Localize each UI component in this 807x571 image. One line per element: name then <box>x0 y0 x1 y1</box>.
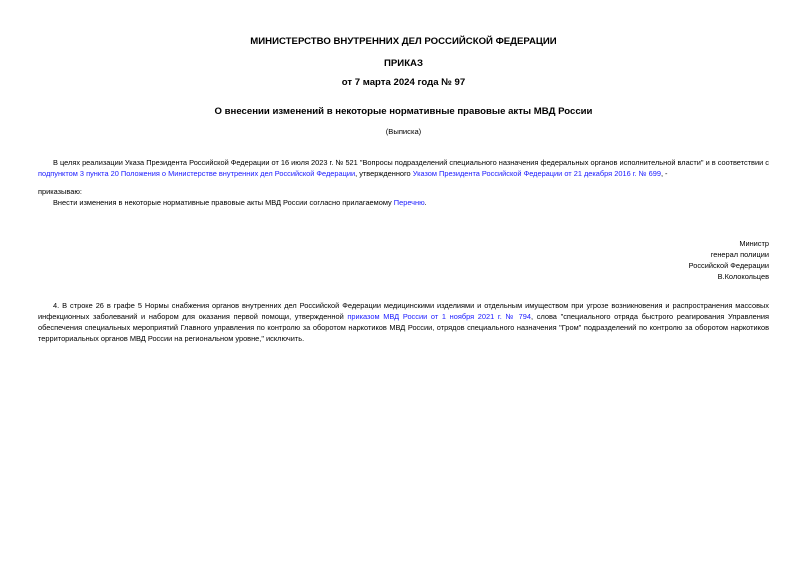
preamble-paragraph <box>38 157 769 179</box>
signature-name: В.Колокольцев <box>717 272 769 281</box>
preamble-text-3: , - <box>660 169 668 178</box>
item-4-text-1: 4. В строке 26 в графе 5 Нормы снабжения органов внутренних дел Российской Федерации медицинскими изделиями и отдельным имуществом при угрозе возникновения и распространения массовых инфекционных заболеваний и набором для оказания первой помощи, утвержденной <box>38 301 769 321</box>
order-text-2: . <box>424 198 427 207</box>
item-4-paragraph <box>38 300 769 344</box>
item-4-text-2: , слова "специального отряда быстрого реагирования Управления обеспечения специальных мероприятий Главного управления по контролю за оборотом наркотиков МВД России, отрядов специального назначения "Гром" подразделений по контролю за оборотом наркотиков территориальных органов МВД России на региональном уровне," исключить. <box>38 312 769 343</box>
order-text-1: Внести изменения в некоторые нормативные правовые акты МВД России согласно прилагаемому <box>53 198 394 207</box>
order-paragraph <box>38 197 769 208</box>
signature-position: Министр <box>739 239 769 248</box>
extract-note: (Выписка) <box>385 127 422 136</box>
list-link[interactable]: Перечню <box>393 198 425 207</box>
signature-block <box>689 238 769 282</box>
decree-link[interactable]: Указом Президента Российской Федерации от 21 декабря 2016 г. № 699 <box>412 169 661 178</box>
regulation-link[interactable]: подпунктом 3 пункта 20 Положения о Министерстве внутренних дел Российской Федерации <box>38 169 356 178</box>
preamble-text-2: , утвержденного <box>355 169 413 178</box>
doc-type-heading: ПРИКАЗ <box>384 58 423 69</box>
preamble-text-1: В целях реализации Указа Президента Российской Федерации от 16 июля 2023 г. № 521 "Вопросы подразделений специального назначения федеральных органов исполнительной власти" и в соответствии с <box>53 158 769 167</box>
document-title: О внесении изменений в некоторые нормативные правовые акты МВД России <box>214 106 593 117</box>
signature-country: Российской Федерации <box>688 261 769 270</box>
date-number-heading: от 7 марта 2024 года № 97 <box>341 77 466 88</box>
order-794-link[interactable]: приказом МВД России от 1 ноября 2021 г. № 794 <box>347 312 532 321</box>
order-word: приказываю: <box>38 187 82 196</box>
signature-rank: генерал полиции <box>710 250 769 259</box>
ministry-heading: МИНИСТЕРСТВО ВНУТРЕННИХ ДЕЛ РОССИЙСКОЙ ФЕДЕРАЦИИ <box>250 36 557 47</box>
